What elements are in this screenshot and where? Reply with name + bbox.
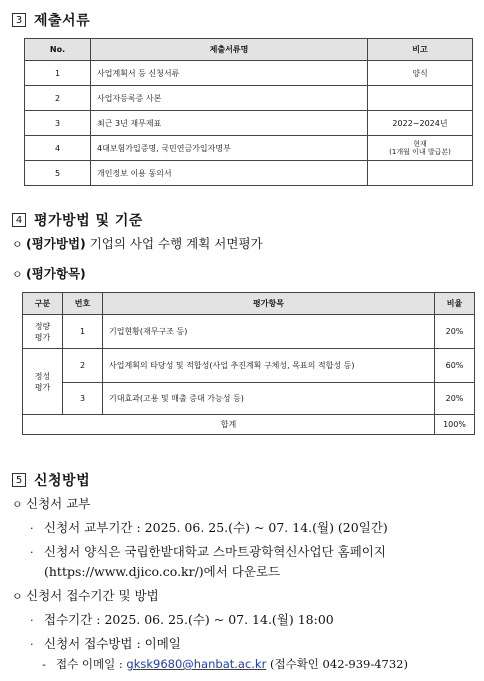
eval-total-value: 100% <box>435 415 475 435</box>
list-item <box>30 518 388 536</box>
sub1-title-line <box>12 494 90 512</box>
eval-header-item: 평가항목 <box>103 293 435 315</box>
doc-no: 5 <box>25 161 91 186</box>
doc-name: 사업계획서 등 신청서류 <box>91 61 368 86</box>
doc-no: 2 <box>25 86 91 111</box>
eval-ratio: 60% <box>435 349 475 383</box>
doc-name: 사업자등록증 사본 <box>91 86 368 111</box>
list-item <box>30 610 334 628</box>
sub2-item: 신청서 접수방법 : 이메일 <box>44 636 181 651</box>
section4-title: 평가방법 및 기준 <box>34 213 143 229</box>
doc-header-no: No. <box>25 39 91 61</box>
eval-method-text: 기업의 사업 수행 계획 서면평가 <box>89 236 263 251</box>
table-row <box>23 315 475 349</box>
table-row <box>25 136 473 161</box>
eval-no: 2 <box>63 349 103 383</box>
eval-header-category: 구분 <box>23 293 63 315</box>
eval-total-label: 합계 <box>23 415 435 435</box>
eval-item: 기대효과(고용 및 매출 증대 가능성 등) <box>103 383 435 415</box>
eval-method-line <box>12 234 263 252</box>
doc-header-name: 제출서류명 <box>91 39 368 61</box>
sub1-item-cont: (https://www.djico.co.kr/)에서 다운로드 <box>44 564 281 579</box>
sub2-title-line <box>12 586 159 604</box>
eval-items-line <box>12 264 86 282</box>
sub2-title: 신청서 접수기간 및 방법 <box>26 588 159 603</box>
eval-header-no: 번호 <box>63 293 103 315</box>
doc-name: 최근 3년 재무제표 <box>91 111 368 136</box>
email-line <box>42 656 408 672</box>
eval-category: 정성 평가 <box>23 349 63 415</box>
doc-note: 양식 <box>368 61 473 86</box>
eval-no: 1 <box>63 315 103 349</box>
eval-ratio: 20% <box>435 383 475 415</box>
section5-header <box>12 470 90 490</box>
table-row <box>25 161 473 186</box>
doc-name: 개인정보 이용 동의서 <box>91 161 368 186</box>
doc-no: 1 <box>25 61 91 86</box>
eval-item: 사업계획의 타당성 및 적합성(사업 추진계획 구체성, 목표의 적합성 등) <box>103 349 435 383</box>
doc-no: 3 <box>25 111 91 136</box>
section3-title: 제출서류 <box>34 13 91 29</box>
circle-bullet: ㅇ <box>12 590 23 603</box>
doc-note <box>368 161 473 186</box>
dot-bullet: · <box>30 522 34 535</box>
sub1-item: 신청서 양식은 국립한밭대학교 스마트광학혁신사업단 홈페이지 <box>44 544 386 559</box>
table-row <box>23 383 475 415</box>
doc-header-note: 비고 <box>368 39 473 61</box>
section5-title: 신청방법 <box>34 473 91 489</box>
doc-note <box>368 86 473 111</box>
eval-category: 정량 평가 <box>23 315 63 349</box>
section5-number: 5 <box>12 473 26 487</box>
eval-no: 3 <box>63 383 103 415</box>
sub2-item: 접수기간 : 2025. 06. 25.(수) ~ 07. 14.(월) 18:00 <box>44 612 334 627</box>
documents-table <box>24 38 473 186</box>
dot-bullet: · <box>30 546 34 559</box>
dash-bullet: - <box>42 658 46 671</box>
circle-bullet: ㅇ <box>12 238 23 251</box>
eval-item: 기업현황(재무구조 등) <box>103 315 435 349</box>
doc-note: 2022~2024년 <box>368 111 473 136</box>
evaluation-table <box>22 292 475 435</box>
email-suffix: (접수확인 042-939-4732) <box>269 657 408 671</box>
section4-header <box>12 210 143 230</box>
doc-name: 4대보험가입증명, 국민연금가입자명부 <box>91 136 368 161</box>
eval-items-label: (평가항목) <box>26 266 86 281</box>
eval-method-label: (평가방법) <box>26 236 86 251</box>
table-row <box>25 61 473 86</box>
table-row-total <box>23 415 475 435</box>
table-row <box>23 349 475 383</box>
sub1-item: 신청서 교부기간 : 2025. 06. 25.(수) ~ 07. 14.(월) (20일간) <box>44 520 388 535</box>
email-link[interactable]: gksk9680@hanbat.ac.kr <box>126 657 267 671</box>
eval-ratio: 20% <box>435 315 475 349</box>
list-item <box>30 634 181 652</box>
sub1-title: 신청서 교부 <box>26 496 91 511</box>
doc-note <box>368 136 473 161</box>
doc-no: 4 <box>25 136 91 161</box>
doc-note-line1: 현재 <box>413 140 427 148</box>
section4-number: 4 <box>12 213 26 227</box>
circle-bullet: ㅇ <box>12 268 23 281</box>
table-row <box>25 86 473 111</box>
table-row <box>25 111 473 136</box>
dot-bullet: · <box>30 614 34 627</box>
email-prefix: 접수 이메일 : <box>56 657 123 671</box>
section3-header <box>12 10 90 30</box>
eval-header-ratio: 비율 <box>435 293 475 315</box>
circle-bullet: ㅇ <box>12 498 23 511</box>
doc-note-line2: (1개월 이내 발급본) <box>389 148 451 156</box>
list-item <box>30 542 386 560</box>
section3-number: 3 <box>12 13 26 27</box>
dot-bullet: · <box>30 638 34 651</box>
